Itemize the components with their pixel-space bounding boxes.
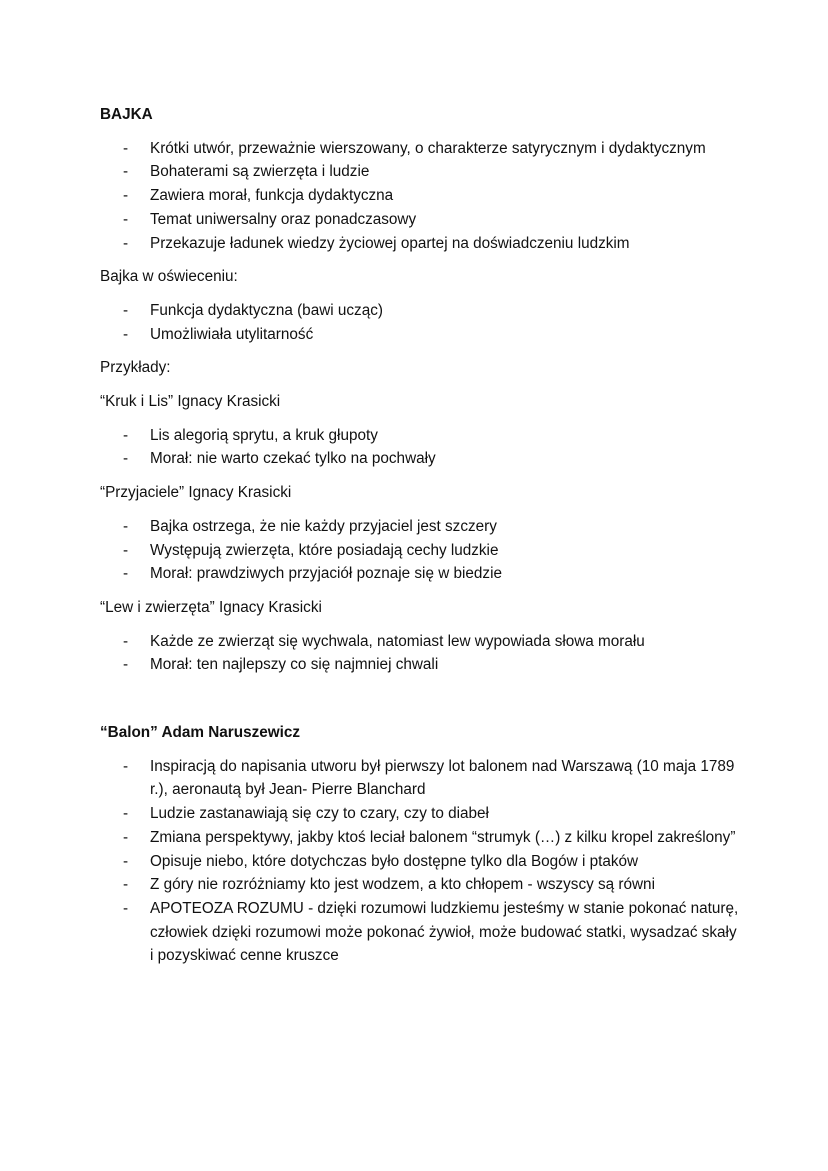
- list-item: - Funkcja dydaktyczna (bawi ucząc): [100, 299, 740, 323]
- list-item: - Morał: nie warto czekać tylko na pochwały: [100, 447, 740, 471]
- list-item: - Występują zwierzęta, które posiadają cechy ludzkie: [100, 539, 740, 563]
- example-title-przyjaciele: “Przyjaciele” Ignacy Krasicki: [100, 484, 292, 502]
- enlightenment-list: [100, 299, 740, 346]
- list-item: - Umożliwiała utylitarność: [100, 323, 740, 347]
- section-title-bajka: BAJKA: [100, 106, 153, 123]
- list-item: - Opisuje niebo, które dotychczas było dostępne tylko dla Bogów i ptaków: [100, 850, 740, 874]
- list-item: - APOTEOZA ROZUMU - dzięki rozumowi ludzkiemu jesteśmy w stanie pokonać naturę, człowiek dzięki rozumowi może pokonać żywioł, może budować statki, wysadzać skały i pozyskiwać cenne kruszce: [100, 897, 740, 968]
- list-item: - Zmiana perspektywy, jakby ktoś leciał balonem “strumyk (…) z kilku kropel zakreślony”: [100, 826, 740, 850]
- list-item: - Z góry nie rozróżniamy kto jest wodzem, a kto chłopem - wszyscy są równi: [100, 873, 740, 897]
- example-list-lew-i-zwierzeta: [100, 630, 740, 677]
- example-list-kruk-i-lis: [100, 424, 740, 471]
- balon-list: [100, 755, 740, 968]
- list-item: - Przekazuje ładunek wiedzy życiowej opartej na doświadczeniu ludzkim: [100, 232, 740, 256]
- list-item: - Lis alegorią sprytu, a kruk głupoty: [100, 424, 740, 448]
- list-item: - Morał: prawdziwych przyjaciół poznaje się w biedzie: [100, 562, 740, 586]
- example-list-przyjaciele: [100, 515, 740, 586]
- list-item: - Krótki utwór, przeważnie wierszowany, o charakterze satyrycznym i dydaktycznym: [100, 137, 740, 161]
- list-item: - Inspiracją do napisania utworu był pierwszy lot balonem nad Warszawą (10 maja 1789 r.), aeronautą był Jean- Pierre Blanchard: [100, 755, 740, 802]
- list-item: - Temat uniwersalny oraz ponadczasowy: [100, 208, 740, 232]
- list-item: - Każde ze zwierząt się wychwala, natomiast lew wypowiada słowa morału: [100, 630, 740, 654]
- list-item: - Ludzie zastanawiają się czy to czary, czy to diabeł: [100, 802, 740, 826]
- section-spacer: [100, 687, 740, 721]
- section-title-balon: “Balon” Adam Naruszewicz: [100, 724, 301, 742]
- document-content: [100, 103, 740, 978]
- list-item: - Morał: ten najlepszy co się najmniej chwali: [100, 653, 740, 677]
- enlightenment-subheading: Bajka w oświeceniu:: [100, 268, 238, 286]
- list-item: - Bajka ostrzega, że nie każdy przyjaciel jest szczery: [100, 515, 740, 539]
- example-title-lew-i-zwierzeta: “Lew i zwierzęta” Ignacy Krasicki: [100, 598, 322, 616]
- list-item: - Zawiera morał, funkcja dydaktyczna: [100, 184, 740, 208]
- bajka-features-list: [100, 137, 740, 256]
- examples-label: Przykłady:: [100, 359, 171, 377]
- list-item: - Bohaterami są zwierzęta i ludzie: [100, 160, 740, 184]
- example-title-kruk-i-lis: “Kruk i Lis” Ignacy Krasicki: [100, 393, 281, 411]
